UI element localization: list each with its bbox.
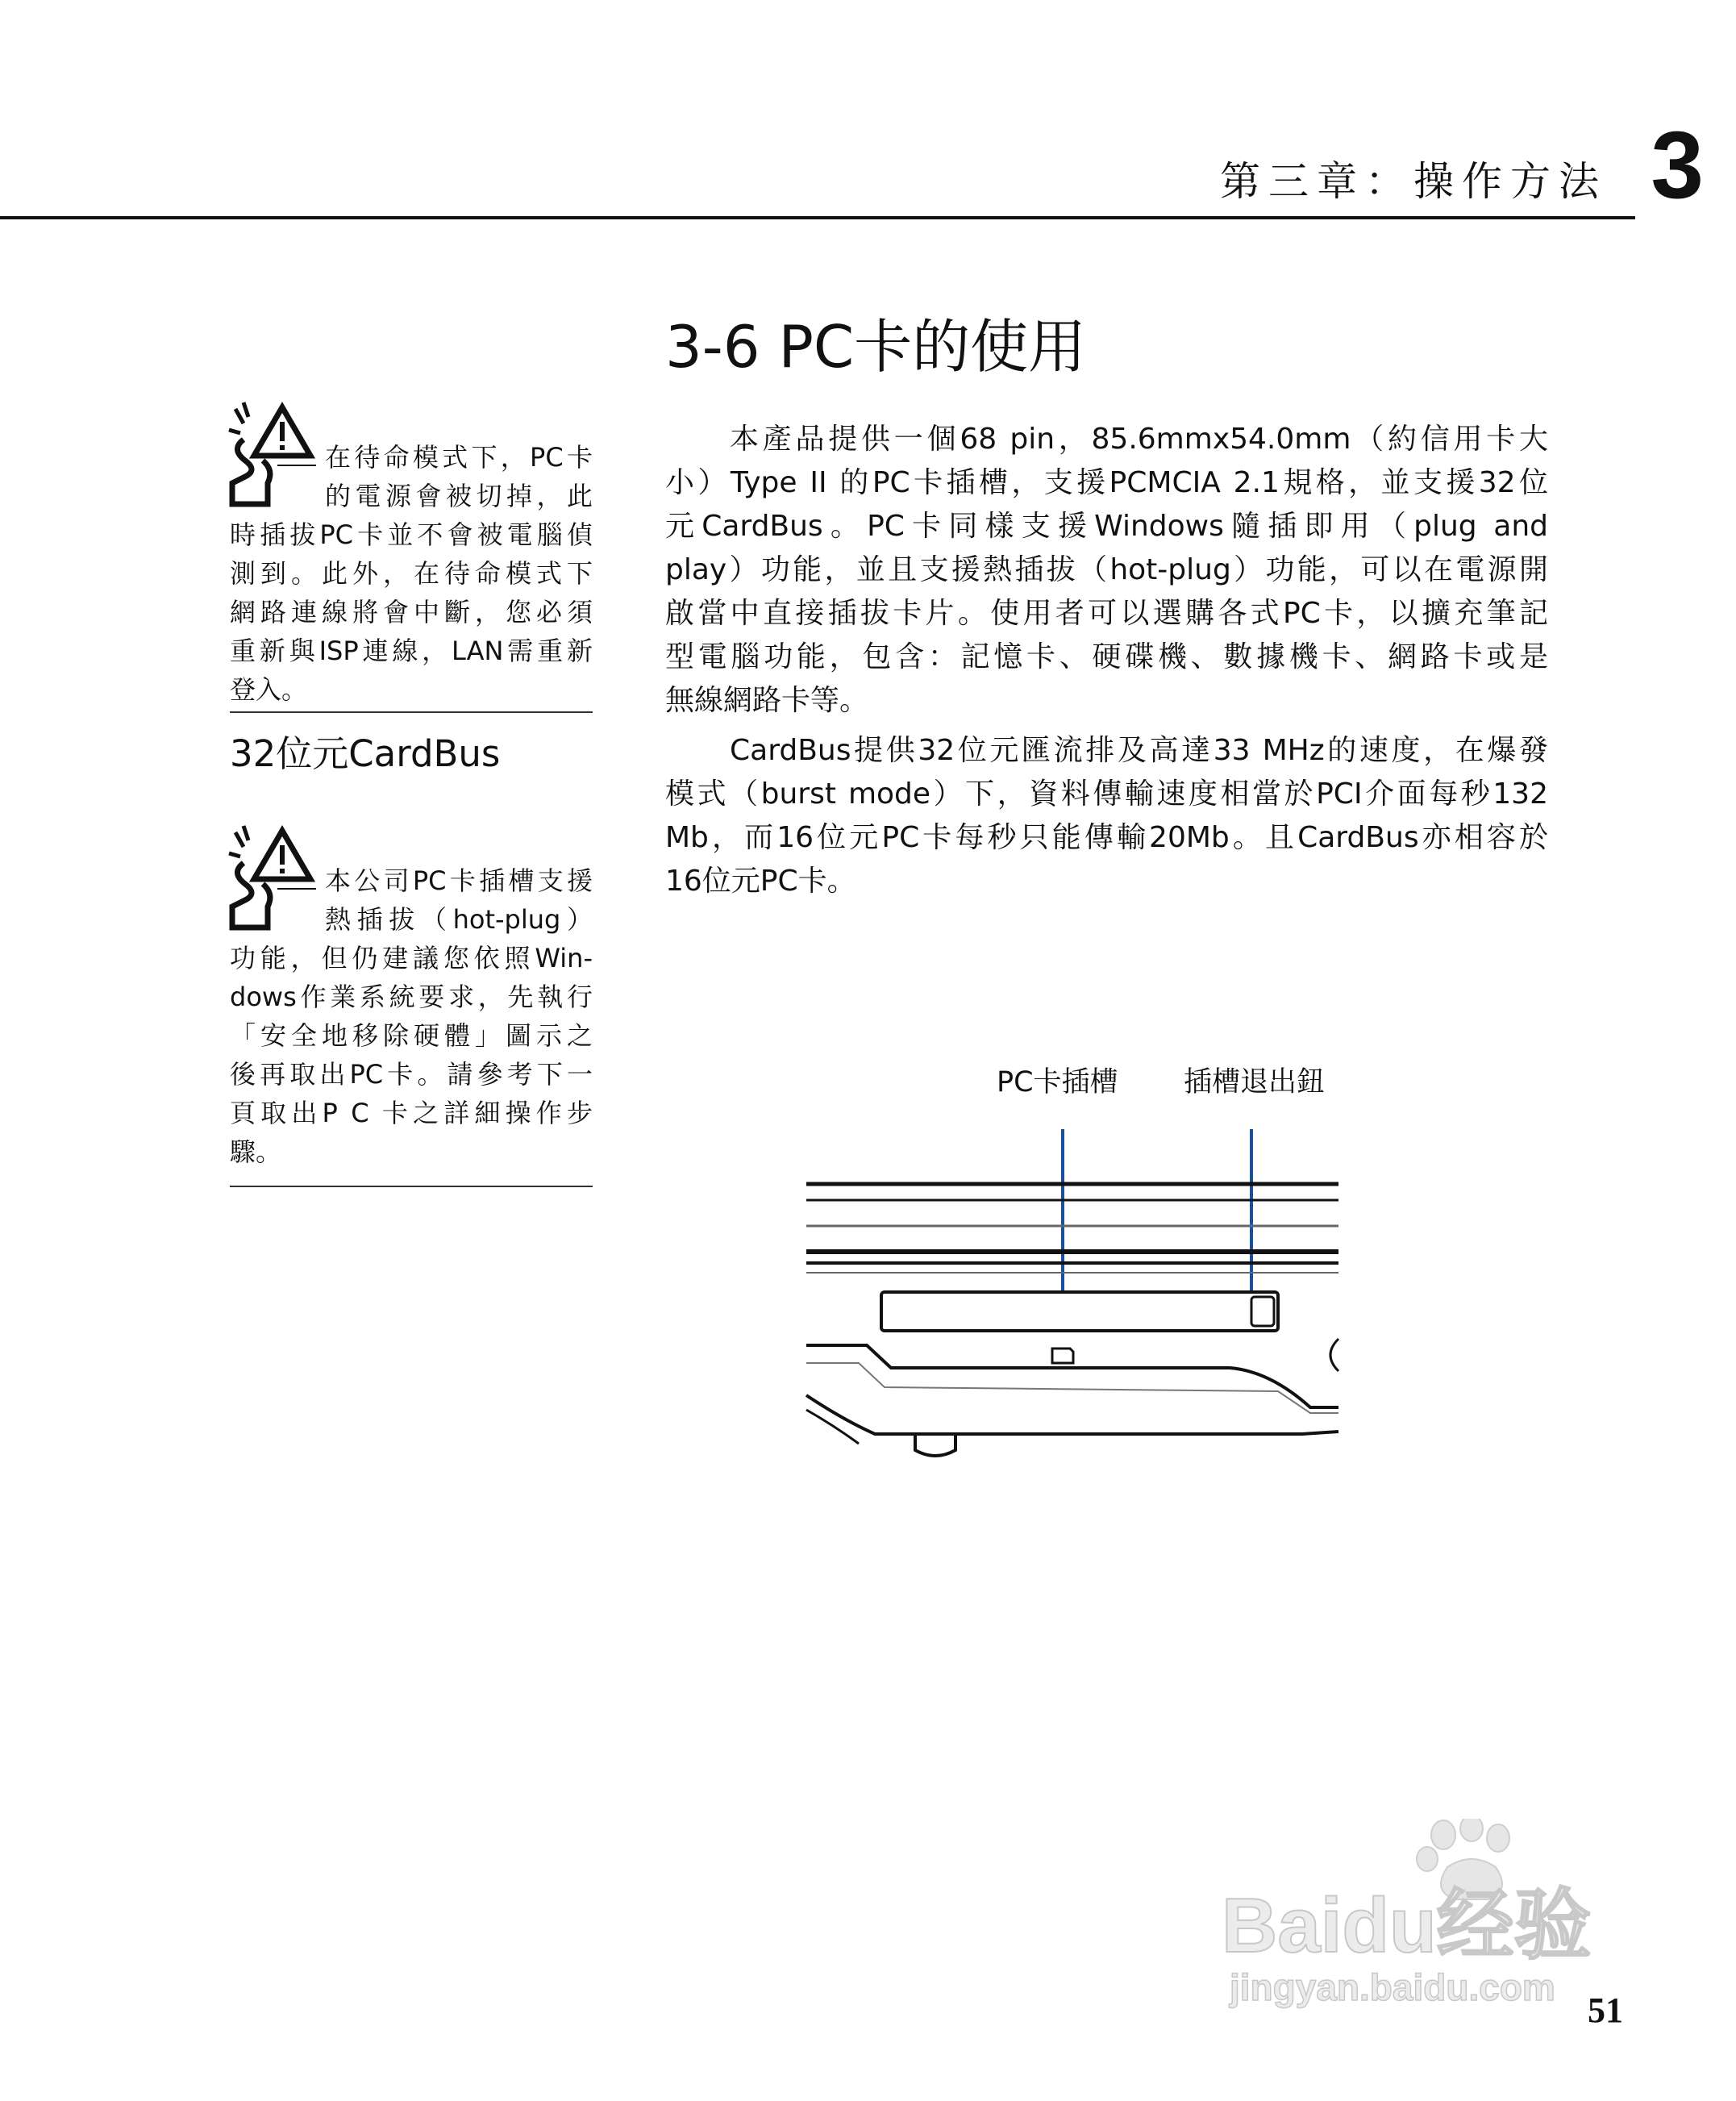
- text-line: 重新與ISP連線，LAN需重新: [230, 636, 593, 666]
- chapter-number: 3: [1651, 112, 1704, 219]
- text-line: 時插拔PC卡並不會被電腦偵: [230, 519, 593, 550]
- sidebar-heading: 32位元CardBus: [230, 732, 501, 775]
- text-line: 本公司PC卡插槽支援: [325, 865, 593, 896]
- text-line: Mb，而16位元PC卡每秒只能傳輸20Mb。且CardBus亦相容於: [665, 821, 1548, 854]
- watermark-brand: Baidu经验: [1222, 1882, 1592, 1969]
- header-rule: [0, 216, 1635, 219]
- text-line: 的電源會被切掉，此: [325, 481, 593, 511]
- text-line: 測到。此外，在待命模式下: [230, 558, 593, 589]
- sidebar-note-1: [230, 438, 593, 709]
- sidebar-note-2: [230, 861, 593, 1171]
- text-line: 元CardBus。PC卡同樣支援Windows隨插即用（plug and: [665, 510, 1548, 543]
- text-line: 登入。: [230, 674, 308, 705]
- paragraph-2: [665, 729, 1548, 903]
- pc-card-slot-illustration: [794, 1113, 1343, 1468]
- chapter-label: 第三章：操作方法: [1220, 158, 1607, 205]
- text-line: 啟當中直接插拔卡片。使用者可以選購各式PC卡，以擴充筆記: [665, 597, 1548, 630]
- pc-card-symbol-icon: [1052, 1349, 1073, 1363]
- text-line: 驟。: [230, 1136, 282, 1167]
- text-line: 小）Type II 的PC卡插槽，支援PCMCIA 2.1規格，並支援32位: [665, 466, 1548, 499]
- note-1-bottom-rule: [230, 711, 593, 713]
- text-line: 16位元PC卡。: [665, 865, 856, 898]
- text-line: 在待命模式下，PC卡: [325, 442, 593, 473]
- eject-button: [1251, 1297, 1274, 1326]
- baidu-watermark: [1222, 1819, 1625, 2012]
- text-line: 型電腦功能，包含：記憶卡、硬碟機、數據機卡、網路卡或是: [665, 640, 1548, 673]
- text-line: 後再取出PC卡。請參考下一: [230, 1059, 593, 1090]
- figure-label-eject-button: 插槽退出鈕: [1184, 1066, 1326, 1098]
- figure-label-pc-card-slot: PC卡插槽: [997, 1066, 1118, 1098]
- text-line: dows作業系統要求，先執行: [230, 982, 593, 1012]
- watermark-url: jingyan.baidu.com: [1230, 1966, 1555, 2008]
- text-line: play）功能，並且支援熱插拔（hot-plug）功能，可以在電源開: [665, 553, 1548, 586]
- text-line: 功能，但仍建議您依照Win-: [230, 943, 593, 973]
- section-title: 3-6 PC卡的使用: [665, 313, 1087, 381]
- text-line: 模式（burst mode）下，資料傳輸速度相當於PCI介面每秒132: [665, 777, 1548, 811]
- pc-card-slot: [881, 1292, 1278, 1331]
- text-line: 頁取出P C 卡之詳細操作步: [230, 1098, 593, 1128]
- note-2-bottom-rule: [230, 1186, 593, 1187]
- text-line: 無線網路卡等。: [665, 684, 869, 717]
- text-line: 本產品提供一個68 pin，85.6mmx54.0mm（約信用卡大: [730, 423, 1548, 456]
- page-number: 51: [1588, 1991, 1623, 2030]
- paragraph-1: [665, 418, 1548, 723]
- text-line: CardBus提供32位元匯流排及高達33 MHz的速度，在爆發: [730, 734, 1548, 767]
- text-line: 熱插拔（hot-plug）: [325, 904, 593, 935]
- text-line: 「安全地移除硬體」圖示之: [230, 1020, 593, 1051]
- text-line: 網路連線將會中斷，您必須: [230, 597, 593, 627]
